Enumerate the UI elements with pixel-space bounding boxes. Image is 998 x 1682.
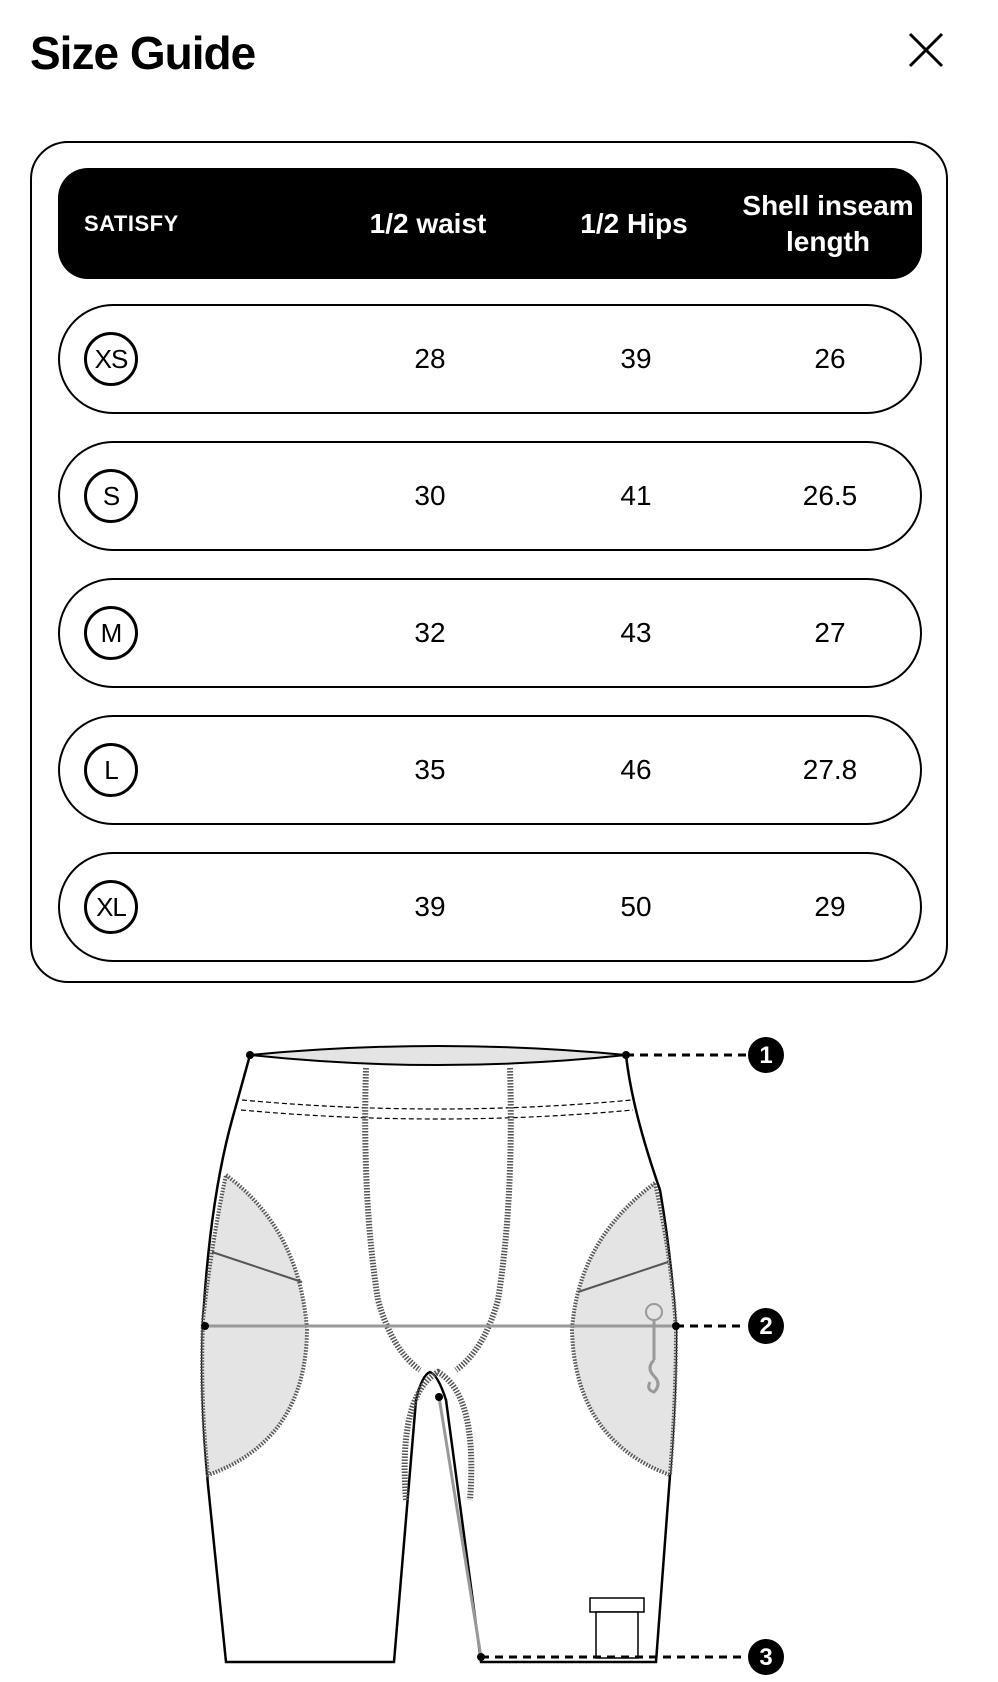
shorts-measurement-diagram: [0, 1020, 998, 1682]
marker-1-label: 1: [759, 1042, 773, 1069]
hips-value: 41: [620, 480, 652, 511]
size-badge: S: [84, 469, 138, 523]
table-row: [58, 441, 922, 551]
size-badge: L: [84, 743, 138, 797]
size-badge: XS: [84, 332, 138, 386]
inseam-value: 27.8: [802, 754, 858, 785]
page-title: Size Guide: [30, 27, 256, 79]
hips-value: 50: [620, 891, 652, 922]
inseam-value: 27: [814, 617, 846, 648]
waist-header: 1/2 waist: [369, 207, 487, 239]
brand-header: SATISFY: [84, 210, 179, 236]
hips-value: 43: [620, 617, 652, 648]
table-row: [58, 578, 922, 688]
hips-header: 1/2 Hips: [580, 207, 688, 239]
waist-endpoint: [246, 1051, 254, 1059]
hips-endpoint: [201, 1322, 209, 1330]
waist-value: 28: [414, 343, 446, 374]
inseam-value: 26: [814, 343, 846, 374]
inseam-endpoint: [435, 1393, 443, 1401]
size-badge: XL: [84, 880, 138, 934]
marker-2-label: 2: [759, 1313, 773, 1340]
close-button[interactable]: [906, 30, 946, 70]
table-row: [58, 715, 922, 825]
table-header: [58, 168, 922, 279]
close-icon: [906, 30, 946, 70]
inseam-header: Shell inseam length: [742, 189, 914, 257]
marker-3-label: 3: [759, 1644, 773, 1671]
table-row: [58, 304, 922, 414]
waist-value: 35: [414, 754, 446, 785]
inseam-value: 26.5: [802, 480, 858, 511]
size-table-card: [30, 141, 948, 983]
waist-value: 39: [414, 891, 446, 922]
inseam-value: 29: [814, 891, 846, 922]
waist-value: 30: [414, 480, 446, 511]
hips-value: 46: [620, 754, 652, 785]
table-row: [58, 852, 922, 962]
size-badge: M: [84, 606, 138, 660]
waist-value: 32: [414, 617, 446, 648]
label-patch: [590, 1598, 644, 1658]
hips-value: 39: [620, 343, 652, 374]
